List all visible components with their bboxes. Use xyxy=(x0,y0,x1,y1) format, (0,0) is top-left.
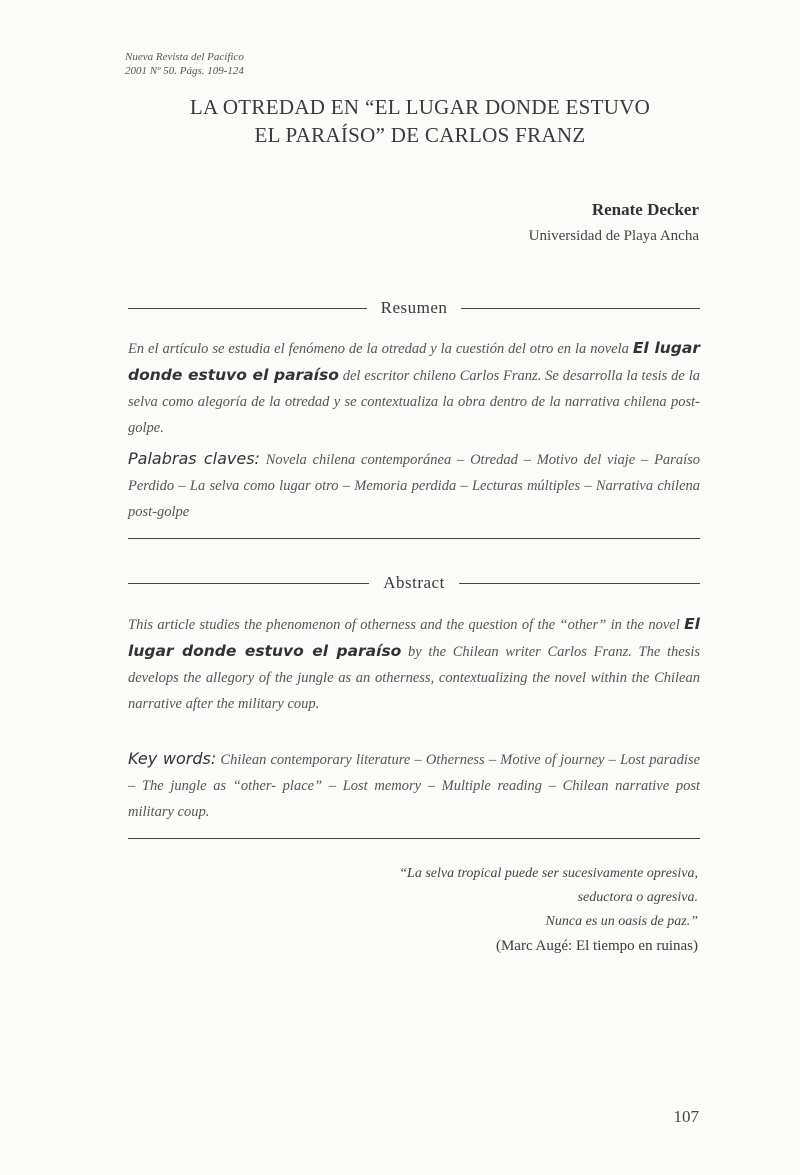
epigraph-line-3: Nunca es un oasis de paz.” xyxy=(545,914,698,929)
resumen-text-start: En el artículo se estudia el fenómeno de la otredad y la cuestión del otro en la novela xyxy=(128,341,633,357)
article-title xyxy=(100,93,740,149)
author-name: Renate Decker xyxy=(591,200,699,219)
resumen-keywords xyxy=(128,446,700,525)
divider xyxy=(461,308,700,309)
abstract-text-start: This article studies the phenomenon of otherness and the question of the “other” in the novel xyxy=(128,617,685,633)
journal-header xyxy=(125,50,244,78)
abstract-heading-rule xyxy=(128,573,700,593)
epigraph-source: (Marc Augé: El tiempo en ruinas) xyxy=(495,938,698,954)
abstract-text xyxy=(128,611,700,717)
author-affiliation: Universidad de Playa Ancha xyxy=(528,228,699,244)
abstract-heading: Abstract xyxy=(383,573,445,592)
key-words-list: Chilean contemporary literature – Otherness – Motive of journey – Lost paradise – The jungle as “other- place” – Lost memory – Multiple reading – Chilean narrative post military coup. xyxy=(128,752,701,820)
resumen-text xyxy=(128,335,700,441)
abstract-book-title: El lugar donde estuvo el paraíso xyxy=(128,615,700,660)
resumen-heading-rule xyxy=(128,298,700,318)
title-line-2: EL PARAÍSO” DE CARLOS FRANZ xyxy=(254,123,586,147)
key-words-label: Key words: xyxy=(128,749,217,768)
epigraph-line-2: seductora o agresiva. xyxy=(577,890,698,905)
resumen-text-end: del escritor chileno Carlos Franz. Se desarrolla la tesis de la selva como alegoría de la otredad y se contextualiza la obra dentro de la narrativa chilena post-golpe. xyxy=(128,368,700,436)
journal-name: Nueva Revista del Pacífico xyxy=(125,51,244,63)
resumen-book-title: El lugar donde estuvo el paraíso xyxy=(128,339,700,384)
palabras-claves-label: Palabras claves: xyxy=(128,449,260,468)
palabras-claves-list: Novela chilena contemporánea – Otredad – Motivo del viaje – Paraíso Perdido – La selva como lugar otro – Memoria perdida – Lecturas múltiples – Narrativa chilena post-golpe xyxy=(128,452,700,520)
journal-issue: 2001 Nº 50. Págs. 109-124 xyxy=(125,65,244,77)
abstract-bottom-rule xyxy=(128,838,700,839)
epigraph-line-1: “La selva tropical puede ser sucesivamente opresiva, xyxy=(399,866,698,881)
epigraph xyxy=(399,862,698,958)
divider xyxy=(459,583,700,584)
abstract-keywords xyxy=(128,746,700,825)
title-line-1: LA OTREDAD EN “EL LUGAR DONDE ESTUVO xyxy=(189,95,651,119)
author-block xyxy=(529,199,699,247)
divider xyxy=(128,583,369,584)
resumen-heading: Resumen xyxy=(380,298,448,317)
resumen-bottom-rule xyxy=(128,538,700,539)
divider xyxy=(128,308,367,309)
page-number: 107 xyxy=(673,1107,699,1126)
abstract-text-end: by the Chilean writer Carlos Franz. The thesis develops the allegory of the jungle as an otherness, contextualizing the novel within the Chilean narrative after the military coup. xyxy=(128,644,701,712)
